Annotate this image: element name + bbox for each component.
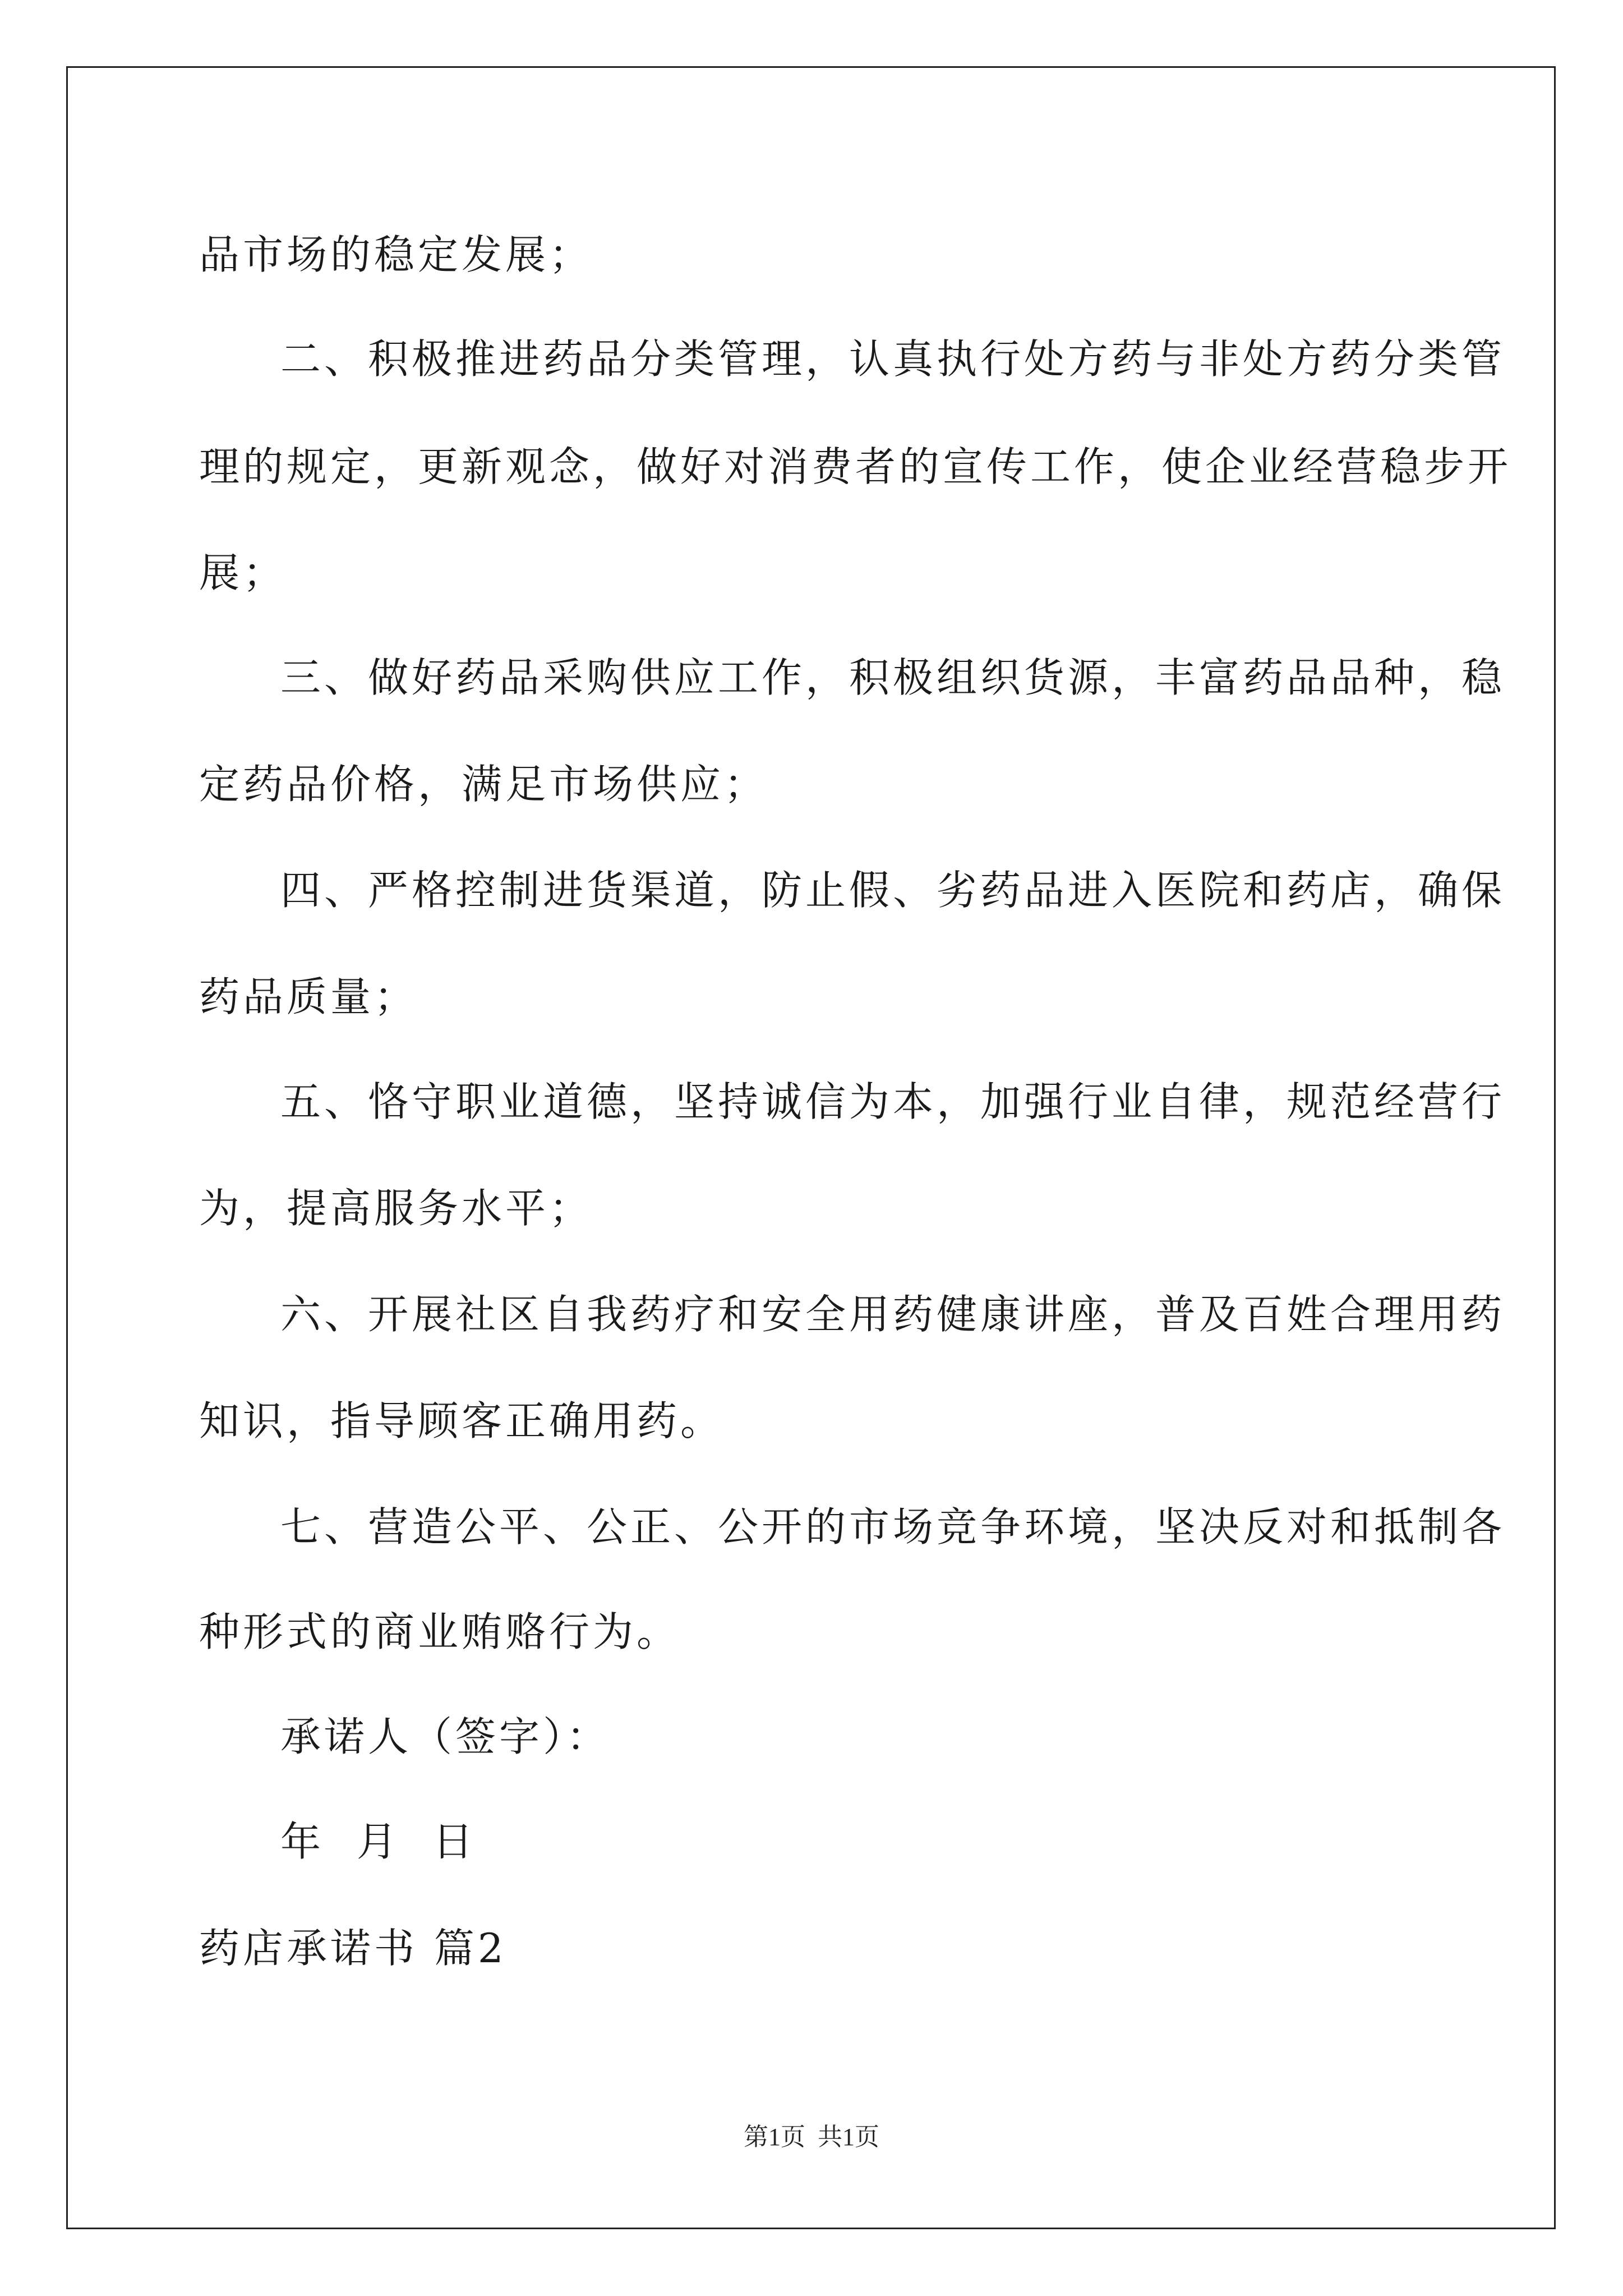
text-line: 六、开展社区自我药疗和安全用药健康讲座，普及百姓合理用药 [280,1291,1506,1338]
text-line: 知识，指导顾客正确用药。 [199,1397,725,1444]
text-line: 五、恪守职业道德，坚持诚信为本，加强行业自律，规范经营行 [280,1078,1506,1125]
text-line: 品市场的稳定发展； [199,231,593,278]
signature-label: 承诺人（签字）： [280,1713,611,1760]
text-line: 定药品价格，满足市场供应； [199,761,768,808]
text-line: 七、营造公平、公正、公开的市场竞争环境，坚决反对和抵制各 [280,1503,1506,1550]
text-line: 展； [199,549,287,596]
text-line: 四、严格控制进货渠道，防止假、劣药品进入医院和药店，确保 [280,867,1506,914]
text-line: 理的规定，更新观念，做好对消费者的宣传工作，使企业经营稳步开 [199,443,1512,490]
text-line: 种形式的商业贿赂行为。 [199,1608,681,1655]
text-line: 为，提高服务水平； [199,1185,593,1232]
text-line: 二、积极推进药品分类管理，认真执行处方药与非处方药分类管 [280,335,1506,383]
date-line: 年 月 日 [280,1818,477,1865]
text-line: 药品质量； [199,973,418,1020]
section-heading: 药店承诺书 篇2 [199,1925,507,1972]
page-border [66,66,1556,2229]
page-footer: 第1页 共1页 [744,2123,879,2151]
text-line: 三、做好药品采购供应工作，积极组织货源，丰富药品品种，稳 [280,654,1506,701]
